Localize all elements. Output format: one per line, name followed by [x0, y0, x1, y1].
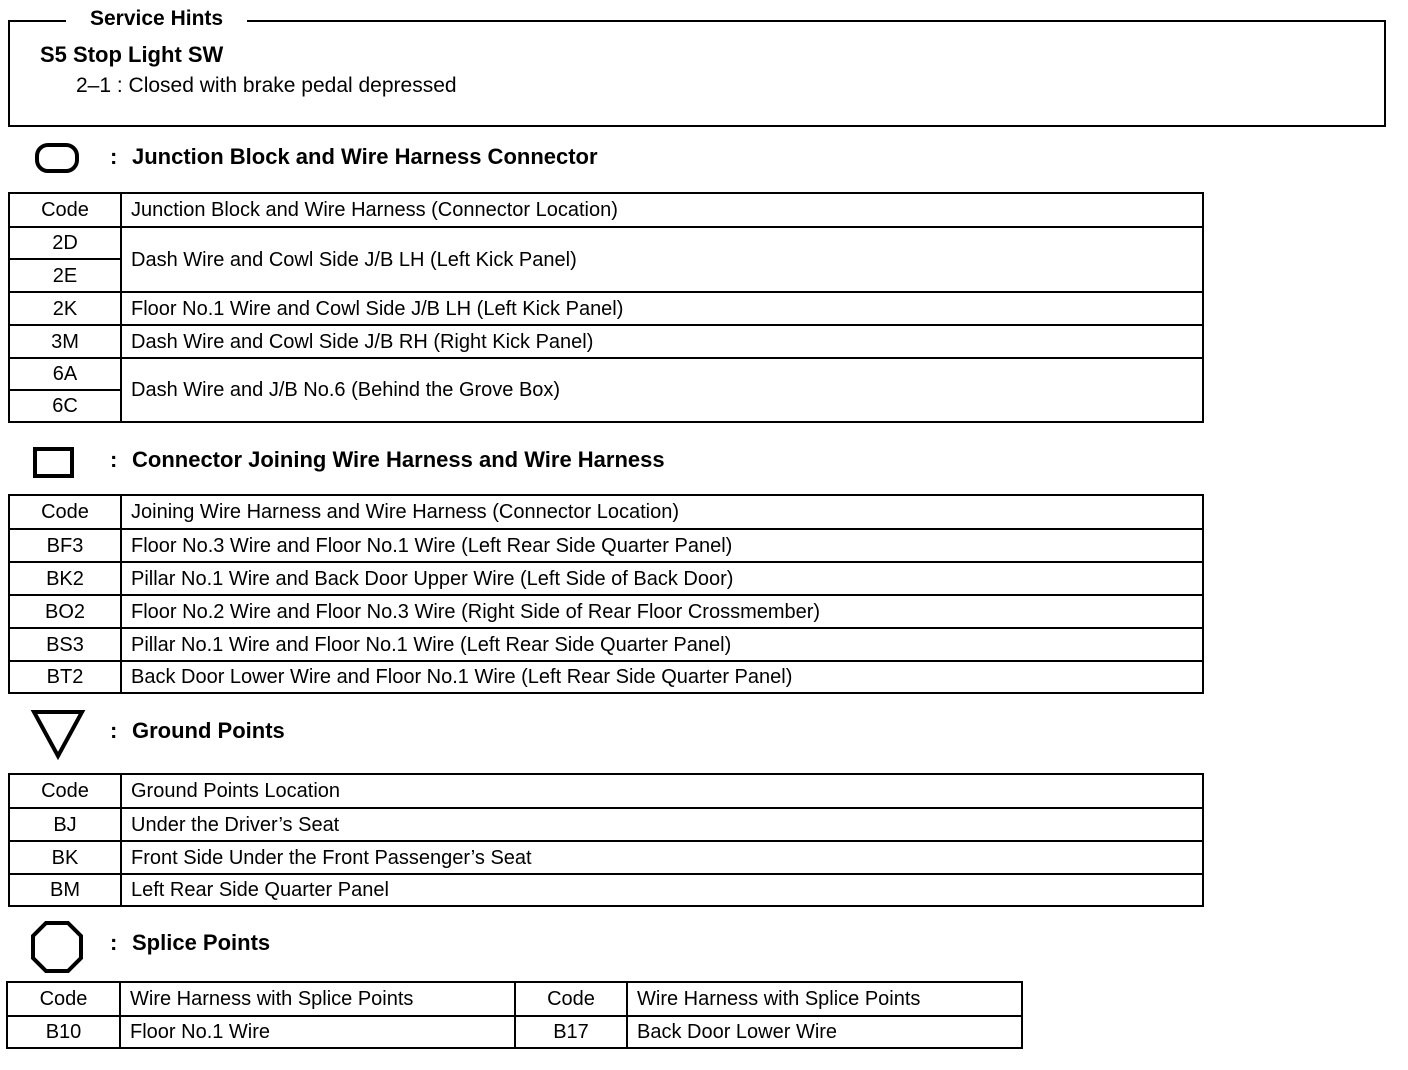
rounded-rectangle-icon [34, 141, 82, 175]
splice-table [6, 981, 1023, 1049]
junction-heading [110, 143, 598, 171]
code-cell: BK [9, 841, 121, 874]
location-cell: Floor No.1 Wire and Cowl Side J/B LH (Left Kick Panel) [121, 292, 1203, 325]
table-row [9, 595, 1203, 628]
octagon-icon [30, 920, 84, 974]
rectangle-icon [32, 445, 76, 479]
down-triangle-icon [30, 708, 86, 760]
header-code: Code [515, 982, 627, 1016]
junction-colon: : [110, 144, 118, 169]
connector-table [8, 494, 1204, 694]
table-header-row [9, 193, 1203, 227]
code-cell: 2K [9, 292, 121, 325]
location-cell: Dash Wire and Cowl Side J/B LH (Left Kick Panel) [121, 227, 1203, 292]
table-header-row [9, 495, 1203, 529]
location-cell: Left Rear Side Quarter Panel [121, 874, 1203, 906]
service-hint-title: S5 Stop Light SW [40, 42, 224, 67]
location-cell: Floor No.3 Wire and Floor No.1 Wire (Left Rear Side Quarter Panel) [121, 529, 1203, 562]
table-row [9, 562, 1203, 595]
header-location: Ground Points Location [121, 774, 1203, 808]
table-row [9, 628, 1203, 661]
splice-heading [110, 929, 270, 957]
table-row [9, 874, 1203, 906]
connector-heading [110, 446, 665, 474]
header-code: Code [9, 495, 121, 529]
table-row [9, 358, 1203, 390]
connector-heading-text: Connector Joining Wire Harness and Wire Harness [132, 447, 665, 472]
code-cell: BK2 [9, 562, 121, 595]
header-code: Code [7, 982, 120, 1016]
location-cell: Dash Wire and J/B No.6 (Behind the Grove Box) [121, 358, 1203, 422]
code-cell: BT2 [9, 661, 121, 693]
ground-colon: : [110, 718, 118, 743]
header-location: Junction Block and Wire Harness (Connector Location) [121, 193, 1203, 227]
code-cell: 2E [9, 259, 121, 292]
code-cell: BO2 [9, 595, 121, 628]
table-row [9, 841, 1203, 874]
location-cell: Pillar No.1 Wire and Floor No.1 Wire (Left Rear Side Quarter Panel) [121, 628, 1203, 661]
table-row [9, 661, 1203, 693]
code-cell: BM [9, 874, 121, 906]
header-code: Code [9, 774, 121, 808]
table-row [7, 1016, 1022, 1048]
code-cell: 3M [9, 325, 121, 358]
junction-table [8, 192, 1204, 423]
splice-heading-text: Splice Points [132, 930, 271, 955]
code-cell: BF3 [9, 529, 121, 562]
code-cell: BS3 [9, 628, 121, 661]
header-wire: Wire Harness with Splice Points [120, 982, 515, 1016]
location-cell: Under the Driver’s Seat [121, 808, 1203, 841]
code-cell: 6A [9, 358, 121, 390]
code-cell: BJ [9, 808, 121, 841]
junction-heading-text: Junction Block and Wire Harness Connector [132, 144, 598, 169]
header-code: Code [9, 193, 121, 227]
location-cell: Back Door Lower Wire and Floor No.1 Wire (Left Rear Side Quarter Panel) [121, 661, 1203, 693]
table-row [9, 325, 1203, 358]
table-row [9, 227, 1203, 259]
wire-cell: Back Door Lower Wire [627, 1016, 1022, 1048]
ground-table [8, 773, 1204, 907]
code-cell: 2D [9, 227, 121, 259]
table-header-row [7, 982, 1022, 1016]
code-cell: B10 [7, 1016, 120, 1048]
ground-heading-text: Ground Points [132, 718, 285, 743]
table-row [9, 292, 1203, 325]
location-cell: Floor No.2 Wire and Floor No.3 Wire (Right Side of Rear Floor Crossmember) [121, 595, 1203, 628]
service-hint-line: 2–1 : Closed with brake pedal depressed [76, 74, 457, 97]
wire-cell: Floor No.1 Wire [120, 1016, 515, 1048]
header-wire: Wire Harness with Splice Points [627, 982, 1022, 1016]
location-cell: Pillar No.1 Wire and Back Door Upper Wire (Left Side of Back Door) [121, 562, 1203, 595]
code-cell: B17 [515, 1016, 627, 1048]
table-row [9, 529, 1203, 562]
splice-colon: : [110, 930, 118, 955]
code-cell: 6C [9, 390, 121, 422]
table-header-row [9, 774, 1203, 808]
header-location: Joining Wire Harness and Wire Harness (Connector Location) [121, 495, 1203, 529]
table-row [9, 808, 1203, 841]
service-hints-legend: Service Hints [66, 5, 247, 33]
location-cell: Dash Wire and Cowl Side J/B RH (Right Kick Panel) [121, 325, 1203, 358]
connector-colon: : [110, 447, 118, 472]
location-cell: Front Side Under the Front Passenger’s Seat [121, 841, 1203, 874]
ground-heading [110, 717, 285, 745]
